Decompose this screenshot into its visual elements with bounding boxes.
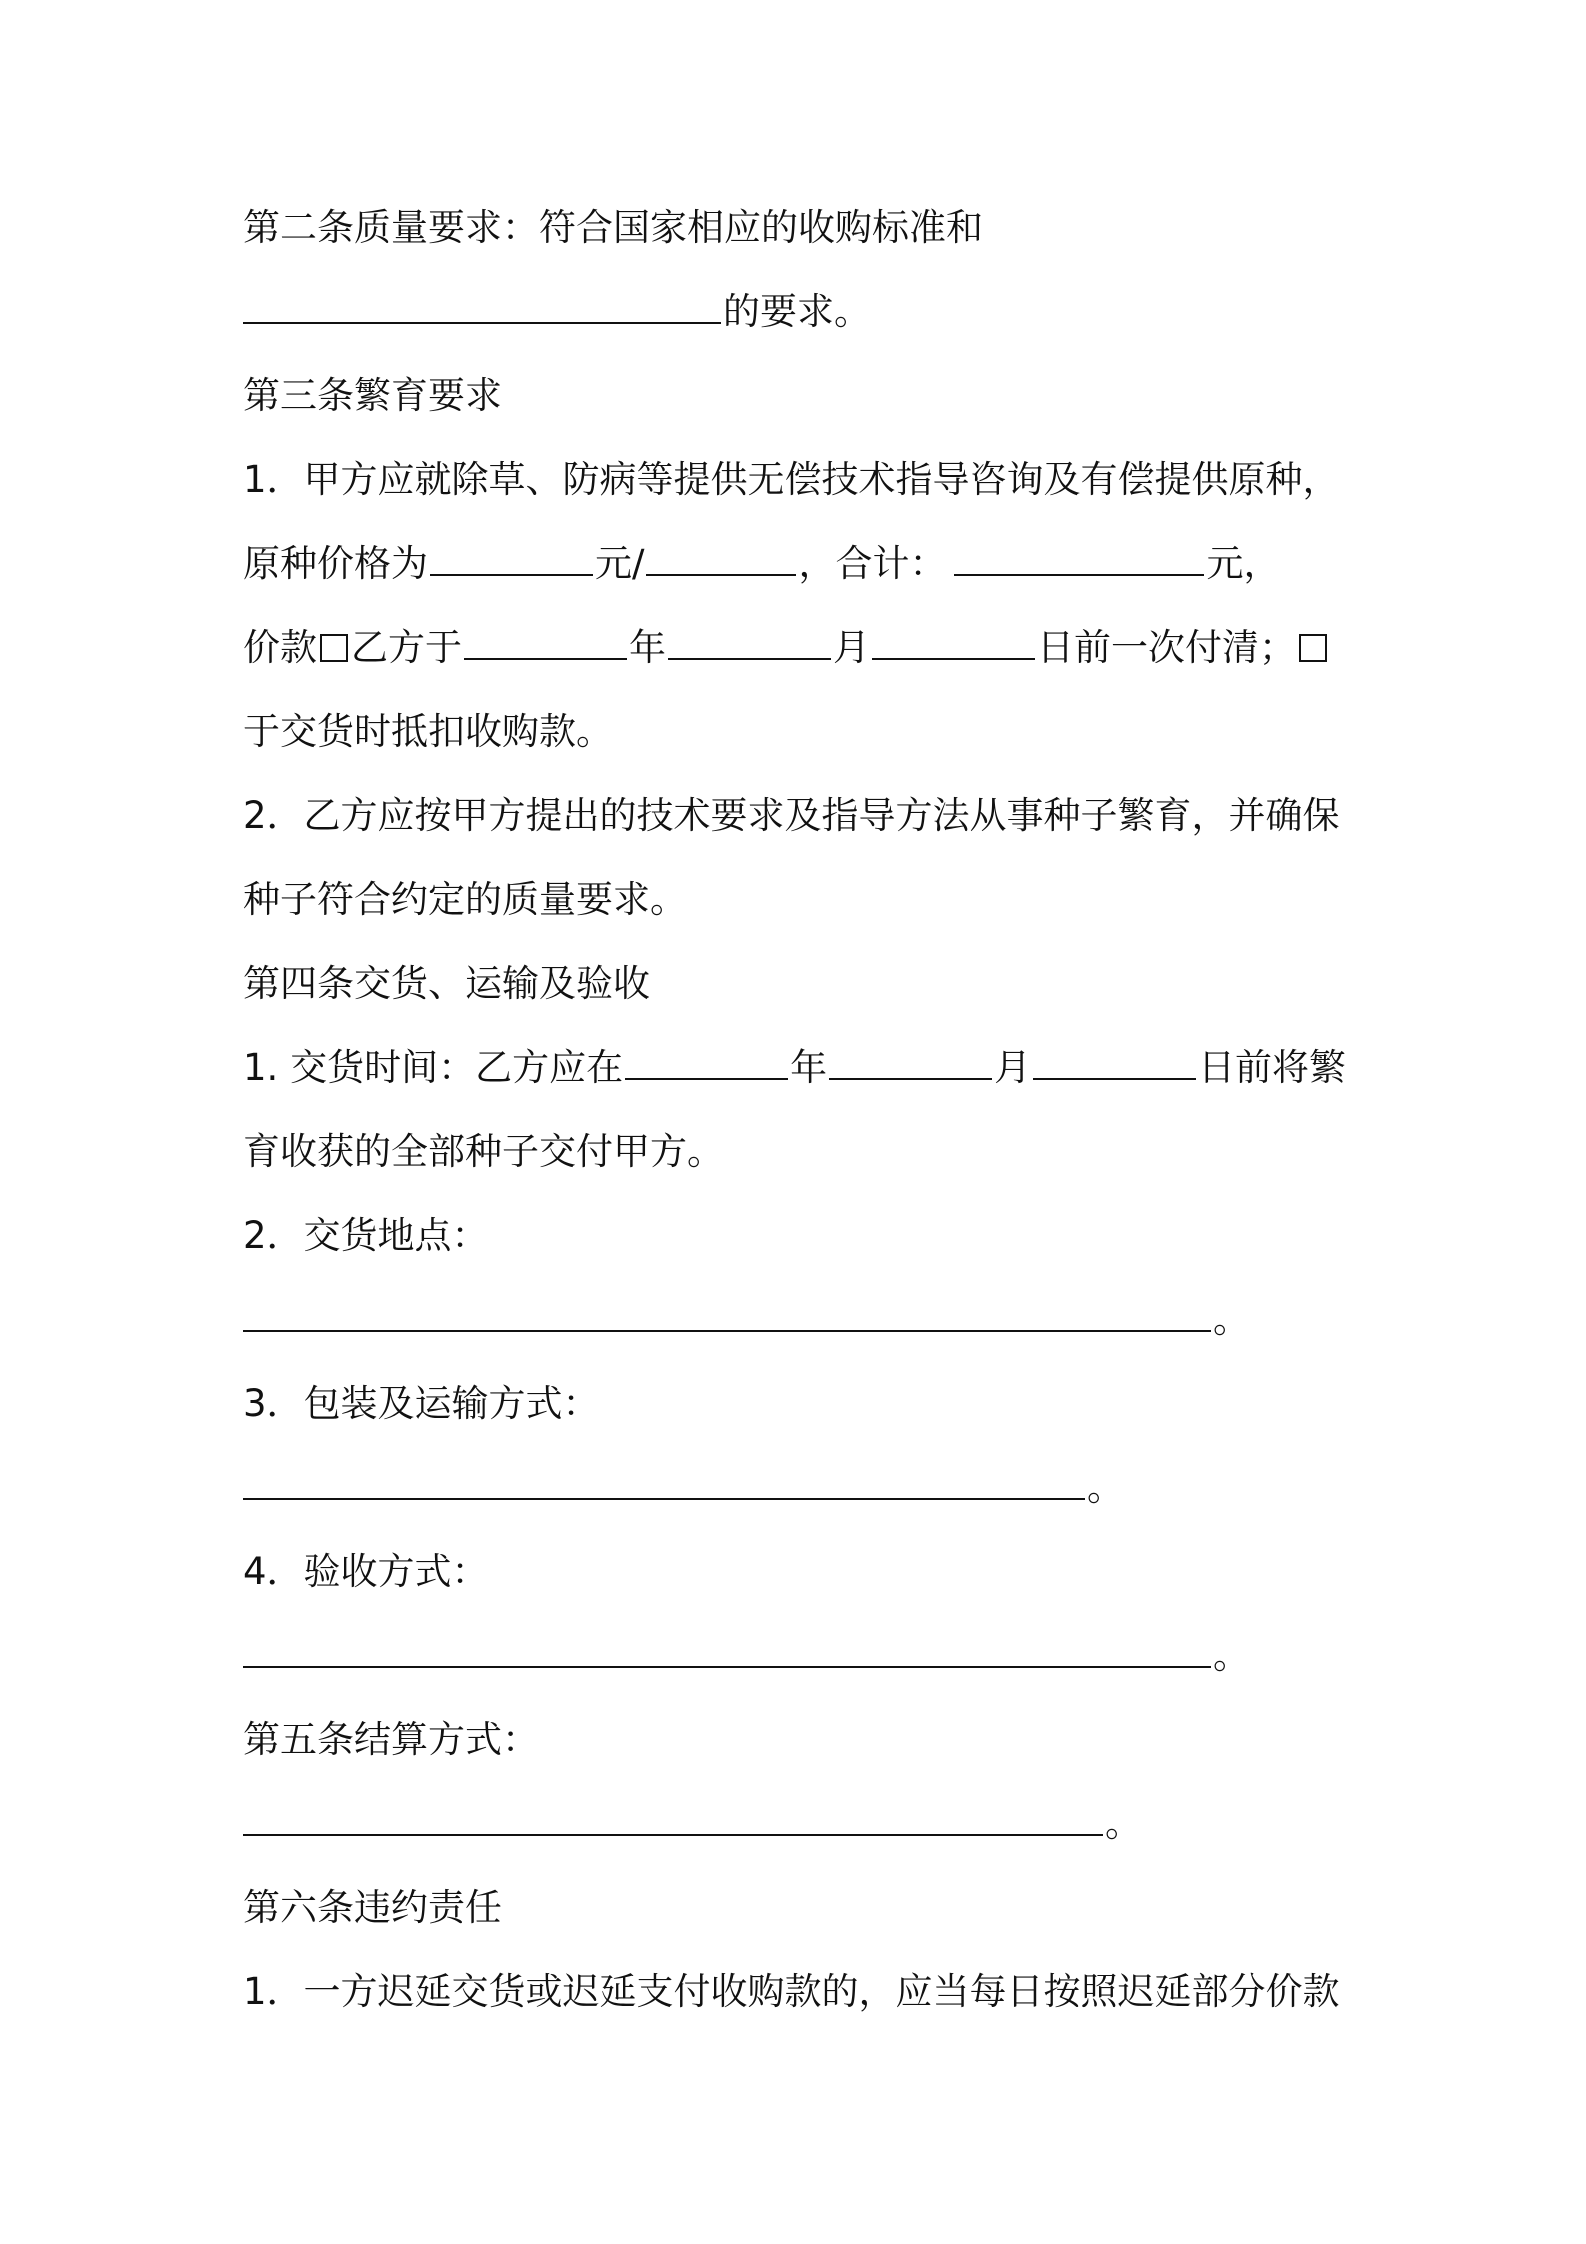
article-3-item-1-line-3: 价款 乙方于 年 月 日前一次付清； bbox=[243, 624, 1363, 672]
settlement-method-blank[interactable] bbox=[243, 1804, 1103, 1836]
article-3-item-1-line-2: 原种价格为 元/ ，合计： 元， bbox=[243, 542, 1281, 585]
packaging-transport-blank[interactable] bbox=[243, 1468, 1085, 1500]
article-6-item-1: 1．一方迟延交货或迟延支付收购款的，应当每日按照迟延部分价款 bbox=[243, 1970, 1340, 2013]
article-2-requirement-line: 的要求。 bbox=[243, 288, 1363, 336]
acceptance-method-blank[interactable] bbox=[243, 1636, 1211, 1668]
price-unit-blank[interactable] bbox=[646, 544, 796, 576]
article-5-title: 第五条结算方式： bbox=[243, 1718, 539, 1761]
payment-month-blank[interactable] bbox=[668, 628, 831, 660]
settlement-method-line: 。 bbox=[243, 1800, 1363, 1848]
quality-standard-blank[interactable] bbox=[243, 292, 721, 324]
article-4-item-4-label: 4．验收方式： bbox=[243, 1550, 489, 1593]
article-2-title: 第二条质量要求：符合国家相应的收购标准和 bbox=[243, 206, 983, 249]
article-4-item-1-line-2: 育收获的全部种子交付甲方。 bbox=[243, 1130, 724, 1173]
total-amount-blank[interactable] bbox=[954, 544, 1204, 576]
article-3-title: 第三条繁育要求 bbox=[243, 374, 502, 417]
payment-year-blank[interactable] bbox=[464, 628, 627, 660]
article-3-item-1-line-4: 于交货时抵扣收购款。 bbox=[243, 710, 613, 753]
delivery-location-blank[interactable] bbox=[243, 1300, 1211, 1332]
acceptance-method-line: 。 bbox=[243, 1632, 1363, 1680]
packaging-transport-line: 。 bbox=[243, 1464, 1363, 1512]
article-4-item-1-line-1: 1. 交货时间：乙方应在 年 月 日前将繁 bbox=[243, 1046, 1347, 1089]
article-6-title: 第六条违约责任 bbox=[243, 1886, 502, 1929]
article-3-item-1-line-1: 1．甲方应就除草、防病等提供无偿技术指导咨询及有偿提供原种， bbox=[243, 458, 1340, 501]
article-3-item-2-line-1: 2．乙方应按甲方提出的技术要求及指导方法从事种子繁育，并确保 bbox=[243, 794, 1340, 837]
delivery-month-blank[interactable] bbox=[829, 1048, 992, 1080]
payment-day-blank[interactable] bbox=[872, 628, 1035, 660]
seed-price-blank[interactable] bbox=[430, 544, 593, 576]
delivery-day-blank[interactable] bbox=[1033, 1048, 1196, 1080]
article-4-item-3-label: 3．包装及运输方式： bbox=[243, 1382, 600, 1425]
article-4-item-2-label: 2．交货地点： bbox=[243, 1214, 489, 1257]
delivery-year-blank[interactable] bbox=[625, 1048, 788, 1080]
delivery-location-line: 。 bbox=[243, 1296, 1363, 1344]
article-3-item-2-line-2: 种子符合约定的质量要求。 bbox=[243, 878, 687, 921]
option-b-checkbox[interactable] bbox=[1299, 634, 1327, 662]
option-a-checkbox[interactable] bbox=[320, 634, 348, 662]
article-4-title: 第四条交货、运输及验收 bbox=[243, 962, 650, 1005]
